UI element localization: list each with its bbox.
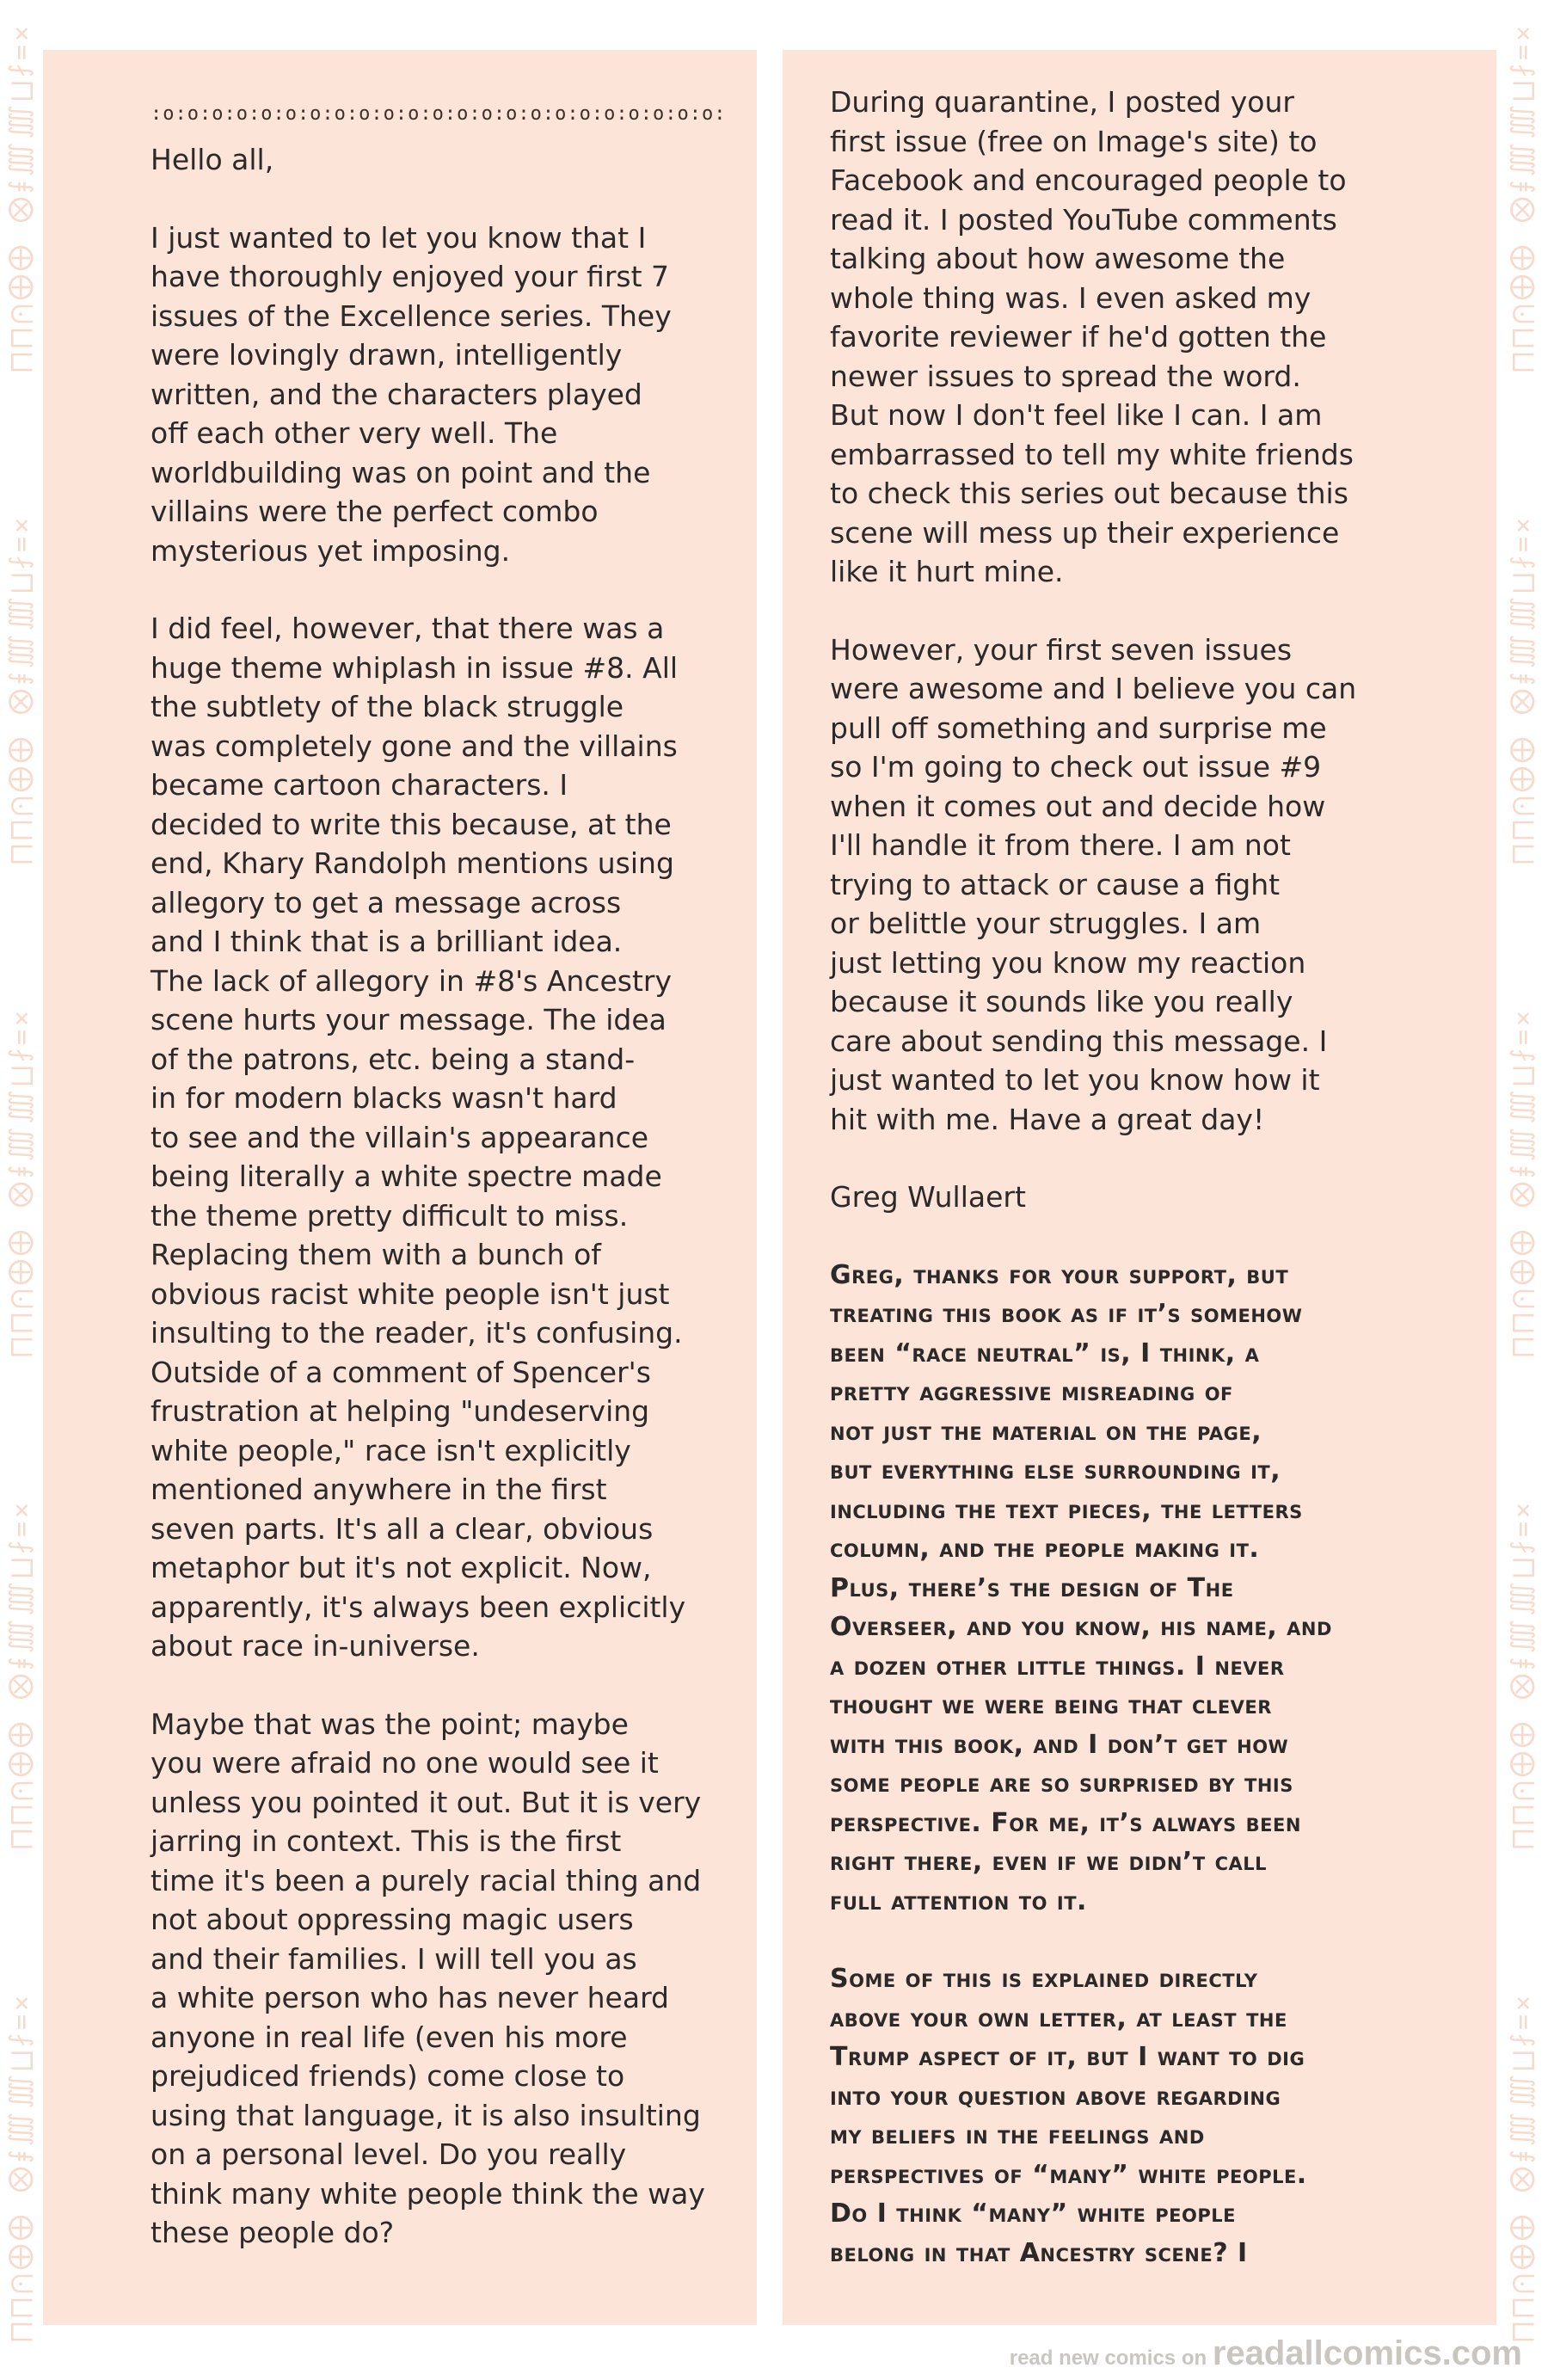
letter-paragraph-5: However, your first seven issues were awesome and I believe you can pull off something and surprise me so I'm going to check out issue #9 when it comes out and decide how I'll handle it from there. I am not trying to attack or cause a fight or belittle your struggles. I am just letting you know my reaction because it sounds like you really care about sending this message. I just wanted to let you know how it hit with me. Have a great day! <box>830 632 1357 1136</box>
gutter-glyphs: ⨯=⨏⨅⨌⨌⨎⨂ ⨁⨁⨃⨆⨆ <box>7 1503 37 1854</box>
right-gutter-pattern <box>1502 26 1545 2346</box>
letter-paragraph-2: I did feel, however, that there was a huge theme whiplash in issue #8. All the subtlety of the black struggle was completely gone and the villains became cartoon characters. I decided to write this because, at the end, Khary Randolph mentions using allegory to get a message across and I think that is a brilliant idea. The lack of allegory in #8's Ancestry scene hurts your message. The idea of the patrons, etc. being a stand- in for modern blacks wasn't hard to see and the villain's appearance being literally a white spectre made the theme pretty difficult to miss. Replacing them with a bunch of obvious racist white people isn't just insulting to the reader, it's confusing. Outside of a comment of Spencer's frustration at helping "undeserving white people," race isn't explicitly mentioned anywhere in the first seven parts. It's all a clear, obvious metaphor but it's not explicit. Now, apparently, it's always been explicitly about race in-universe. <box>150 612 686 1663</box>
gutter-glyphs: ⨯=⨏⨅⨌⨌⨎⨂ ⨁⨁⨃⨆⨆ <box>7 518 37 869</box>
left-letter-column <box>43 50 757 2325</box>
letter-paragraph-1: I just wanted to let you know that I have thoroughly enjoyed your first 7 issues of the Excellence series. They were lovingly drawn, intelligently written, and the characters played off each other very well. The worldbuilding was on point and the villains were the perfect combo mysterious yet imposing. <box>150 220 672 568</box>
site-watermark <box>1010 2334 1522 2373</box>
gutter-glyphs: ⨯=⨏⨅⨌⨌⨎⨂ ⨁⨁⨃⨆⨆ <box>1508 518 1539 869</box>
gutter-glyphs: ⨯=⨏⨅⨌⨌⨎⨂ ⨁⨁⨃⨆⨆ <box>1508 1010 1539 1362</box>
gutter-glyphs: ⨯=⨏⨅⨌⨌⨎⨂ ⨁⨁⨃⨆⨆ <box>1508 1503 1539 1854</box>
gutter-glyphs: ⨯=⨏⨅⨌⨌⨎⨂ ⨁⨁⨃⨆⨆ <box>1508 1995 1539 2346</box>
editor-reply-2: Some of this is explained directly above your own letter, at least the Trump aspect of it, but I want to dig into your question above regarding my beliefs in the feelings and perspectives of “many” white people. Do I think “many” white people belong in that Ancestry scene? I <box>830 1964 1307 2268</box>
gutter-glyphs: ⨯=⨏⨅⨌⨌⨎⨂ ⨁⨁⨃⨆⨆ <box>7 1010 37 1362</box>
gutter-glyphs: ⨯=⨏⨅⨌⨌⨎⨂ ⨁⨁⨃⨆⨆ <box>7 1995 37 2346</box>
gutter-glyphs: ⨯=⨏⨅⨌⨌⨎⨂ ⨁⨁⨃⨆⨆ <box>1508 26 1539 377</box>
letter-signature: Greg Wullaert <box>830 1180 1026 1214</box>
letter-paragraph-3: Maybe that was the point; maybe you were afraid no one would see it unless you pointed it out. But it is very jarring in context. This is the first time it's been a purely racial thing and not about oppressing magic users and their families. I will tell you as a white person who has never heard anyone in real life (even his more prejudiced friends) come close to using that language, it is also insulting on a personal level. Do you really think many white people think the way these people do? <box>150 1707 705 2249</box>
right-letter-column <box>783 50 1496 2325</box>
letter-paragraph-4: During quarantine, I posted your first issue (free on Image's site) to Facebook and encouraged people to read it. I posted YouTube comments talking about how awesome the whole thing was. I even asked my favorite reviewer if he'd gotten the newer issues to spread the word. But now I don't feel like I can. I am embarrassed to tell my white friends to check this series out because this scene will mess up their experience like it hurt mine. <box>830 85 1354 588</box>
letter-greeting: Hello all, <box>150 143 274 176</box>
watermark-prefix: read new comics on <box>1009 2346 1213 2370</box>
editor-reply-1: Greg, thanks for your support, but treating this book as if it’s somehow been “race neutral” is, I think, a pretty aggressive misreading of not just the material on the page, but everything else surrounding it, including the text pieces, the letters column, and the people making it. Plus, there’s the design of The Overseer, and you know, his name, and a dozen other little things. I never thought we were being that clever with this book, and I don’t get how some people are so surprised by this perspective. For me, it’s always been right there, even if we didn’t call full attention to it. <box>830 1259 1332 1916</box>
separator-dots: :o:o:o:o:o:o:o:o:o:o:o:o:o:o:o:o:o:o:o:o:o:o:o: <box>150 103 727 125</box>
gutter-glyphs: ⨯=⨏⨅⨌⨌⨎⨂ ⨁⨁⨃⨆⨆ <box>7 26 37 377</box>
left-gutter-pattern <box>0 26 43 2346</box>
watermark-site: readallcomics.com <box>1212 2334 1522 2372</box>
